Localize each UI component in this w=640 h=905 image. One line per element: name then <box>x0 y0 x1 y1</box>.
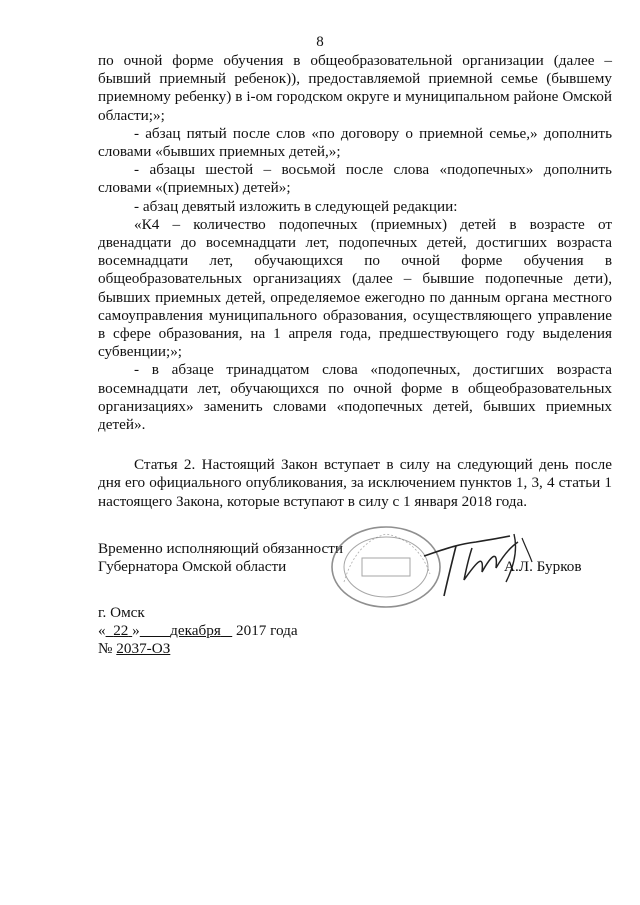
signatory-title-line2: Губернатора Омской области <box>98 558 287 575</box>
paragraph-continuation: по очной форме обучения в общеобразовательной организации (далее – бывший приемный ребенок)), предоставляемой приемной семье (бывшему приемному ребенку) в i-ом городском округе и муниципальном районе Омской области;»; <box>98 52 612 124</box>
date-month: декабря <box>170 622 221 640</box>
number-sign: № <box>98 640 113 658</box>
paragraph-k4-definition: «К4 – количество подопечных (приемных) детей в возрасте от двенадцати до восемнадцати лет, подопечных детей, достигших возраста восемнадцати лет, обучающихся по очной форме обучения в общеобразовательных организациях (далее – бывшие подопечные дети), бывших приемных детей, определяемое ежегодно по данным органа местного самоуправления муниципального образования, осуществляющего управление в сфере образования, на 1 апреля года, предшествующего году выделения субвенции;»; <box>98 215 612 361</box>
place-date-block <box>98 604 298 659</box>
law-number-line <box>98 640 298 658</box>
date-day: 22 <box>113 622 129 640</box>
date-year: 2017 года <box>236 622 298 640</box>
paragraph-amendment-6-8: - абзацы шестой – восьмой после слова «подопечных» дополнить словами «(приемных) детей»; <box>98 161 612 197</box>
document-body <box>98 52 612 511</box>
date-line <box>98 622 298 640</box>
date-quote-close: » <box>132 622 140 640</box>
law-number: 2037-ОЗ <box>116 640 171 658</box>
signatory-name: А.Л. Бурков <box>504 558 582 575</box>
paragraph-amendment-5: - абзац пятый после слов «по договору о приемной семье,» дополнить словами «бывших приемных детей,»; <box>98 124 612 161</box>
date-quote-open: « <box>98 622 106 640</box>
signatory-title-line1: Временно исполняющий обязанности <box>98 540 344 557</box>
paragraph-amendment-13: - в абзаце тринадцатом слова «подопечных, достигших возраста восемнадцати лет, обучающихся по очной форме в общеобразовательных организациях» заменить словами «подопечных детей, бывших приемных детей». <box>98 361 612 434</box>
paragraph-article-2: Статья 2. Настоящий Закон вступает в силу на следующий день после дня его официального опубликования, за исключением пунктов 1, 3, 4 статьи 1 настоящего Закона, которые вступают в силу с 1 января 2018 года. <box>98 456 612 510</box>
page-number: 8 <box>316 34 324 50</box>
city: г. Омск <box>98 604 145 621</box>
paragraph-amendment-9: - абзац девятый изложить в следующей редакции: <box>134 197 458 215</box>
